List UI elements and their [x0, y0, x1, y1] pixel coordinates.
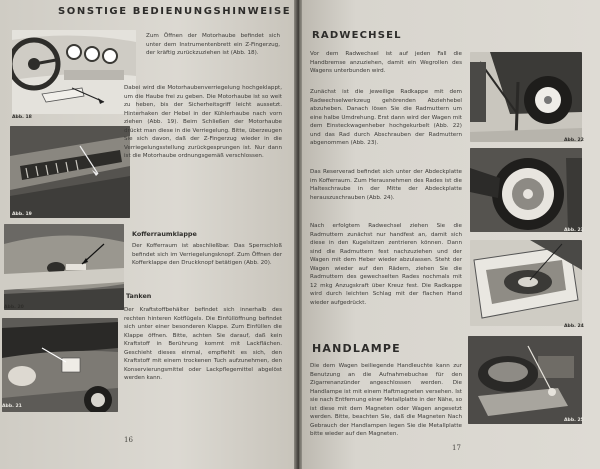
caption-abb-22: Abb. 22: [564, 138, 584, 143]
left-page-heading: SONSTIGE BEDIENUNGSHINWEISE: [58, 6, 292, 17]
photo-jack: [470, 52, 582, 142]
paragraph-radwechsel-intro: Vor dem Radwechsel ist auf jeden Fall die Handbremse anzuziehen, damit ein Wegrollen des Wagens unterbunden wird.: [310, 51, 462, 74]
paragraph-radwechsel-finish: Nach erfolgtem Radwechsel ziehen Sie die Radmuttern zunächst nur handfest an, damit sich diese in den Kugelsitzen zentrieren können. Dann sind die Radmuttern fest nachzuziehen und der Wagen mit dem Heber wieder abzulassen. Steht der Wagen wieder auf den Rädern, ziehen Sie die Radmuttern des gewechselten Rades nochmals mit 12 mkg Anzugskraft über Kreuz fest. Die Radkappe wird durch leichten Schlag mit der flachen Hand wieder aufgedrückt.: [310, 223, 462, 306]
paragraph-kofferraumklappe: Der Kofferraum ist abschließbar. Das Sperrschloß befindet sich im Verriegelungsknopf. Zum Öffnen der Kofferklappe den Druckknopf betätigen (Abb. 20).: [132, 243, 282, 266]
paragraph-reserverad: Das Reserverad befindet sich unter der Abdeckplatte im Kofferraum. Zum Herausnehmen des Rades ist die Halteschraube in der Mitte der Abdeckplatte herauszuschrauben (Abb. 24).: [310, 169, 462, 201]
caption-abb-20: Abb. 20: [4, 305, 24, 310]
subheading-kofferraumklappe: Kofferraumklappe: [132, 230, 197, 238]
caption-abb-19: Abb. 19: [12, 212, 32, 217]
page-number-left: 16: [124, 436, 133, 444]
paragraph-radwechsel-steps: Zunächst ist die jeweilige Radkappe mit dem Radwechselwerkzeug gehörenden Abziehhebel abzuheben. Danach lösen Sie die Radmuttern um eine halbe Umdrehung. Erst dann wird der Wagen mit dem Einsteckwagenheber hochgekurbelt (Abb. 22) und das Rad durch Abschrauben der Radmuttern abgenommen (Abb. 23).: [310, 89, 462, 146]
caption-abb-25: Abb. 25: [564, 418, 584, 423]
photo-handlamp: [468, 336, 582, 424]
page-number-right: 17: [452, 444, 461, 452]
photo-wheel-nuts: [470, 148, 582, 232]
left-page: [0, 0, 296, 469]
caption-abb-24: Abb. 24: [564, 324, 584, 329]
heading-radwechsel: RADWECHSEL: [312, 30, 402, 41]
paragraph-tanken: Der Kraftstoffbehälter befindet sich innerhalb des rechten hinteren Kotflügels. Die Einfüllöffnung befindet sich unter einer besonderen Klappe. Zum Einfüllen die Klappe öffnen. Bitte, achten Sie darauf, daß kein Kraftstoff in Berührung kommt mit Lackflächen. Geschieht dieses einmal, empfiehlt es sich, den Kraftstoff mit einem trockenen Tuch aufzunehmen, den Konservierungsmittel oder Lackpflegemittel abgelöst werden kann.: [124, 307, 282, 381]
caption-abb-23: Abb. 23: [564, 228, 584, 233]
photo-spare-wheel: [470, 240, 582, 326]
heading-handlampe: HANDLAMPE: [312, 342, 401, 355]
photo-trunk: [4, 224, 124, 310]
paragraph-motorhaube-intro: Zum Öffnen der Motorhaube befindet sich unter dem Instrumentenbrett ein Z-Fingerzug, der kräftig zurückzuziehen ist (Abb. 18).: [146, 33, 280, 56]
subheading-tanken: Tanken: [126, 292, 152, 300]
photo-fuel-filler: [2, 318, 118, 412]
caption-abb-18: Abb. 18: [12, 115, 32, 120]
right-page: [302, 0, 600, 469]
paragraph-motorhaube-details: Dabei wird die Motorhaubenverriegelung hochgeklappt, um die Haube frei zu geben. Die Motorhaube ist so weit zu heben, bis der Sicherheitsgriff leicht aussetzt. Hinterhaken der Hebel in der Kühlerhaube nach vorn ziehen (Abb. 19). Beim Schließen der Motorhaube drückt man diese in die Verriegelung. Bitte, überzeugen Sie sich davon, daß der Z-Fingerzug wieder in die Verriegelungsstellung zurückgesprungen ist. Nur dann ist die Motorhaube ordnungsgemäß verschlossen.: [124, 85, 282, 159]
photo-engine-hood: [10, 126, 130, 218]
paragraph-handlampe: Die dem Wagen beiliegende Handleuchte kann zur Benutzung an die Aufnahmebuchse für den Zigarrenanzünder angeschlossen werden. Die Handlampe ist mit einem Haftmagneten versehen. Ist sie nach Entfernung einer Metallplatte in der Nähe, so ist diese mit dem Magneten oder Wagen angesetzt werden. Bitte, beachten Sie, daß die Magneten Nach Gebrauch der Handlampen legen Sie die Metallplatte bitte wieder auf den Magneten.: [310, 363, 462, 437]
caption-abb-21: Abb. 21: [2, 404, 22, 409]
photo-dashboard: [12, 30, 136, 114]
